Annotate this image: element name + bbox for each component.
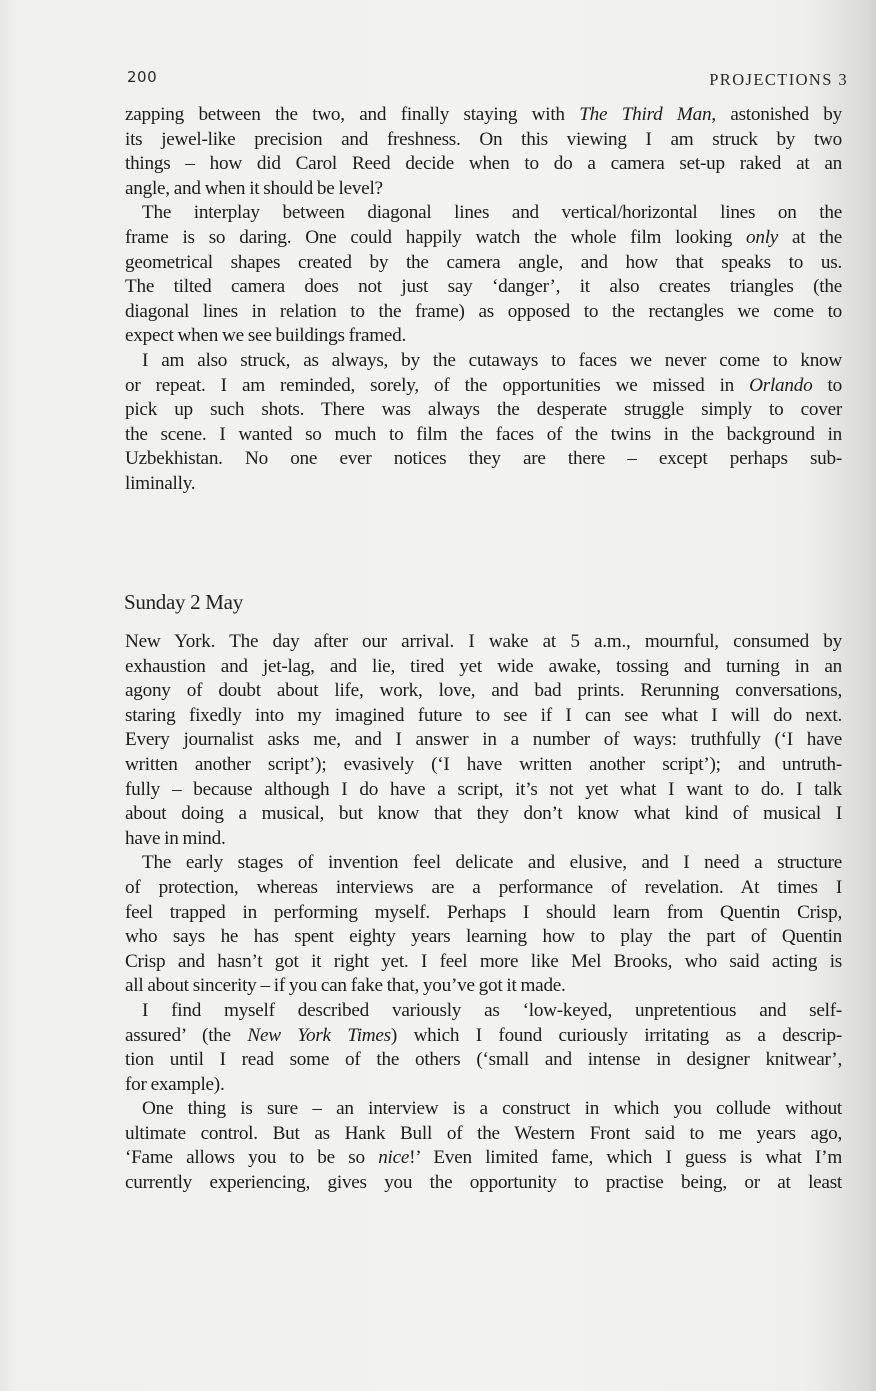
text-line	[125, 447, 842, 472]
text-line	[125, 704, 842, 729]
text-line	[125, 103, 842, 128]
text-line	[125, 728, 842, 753]
text-line	[125, 251, 842, 276]
text-line	[125, 778, 842, 803]
text-line	[125, 802, 842, 827]
text-line	[125, 630, 842, 655]
text-run: liminally.	[125, 472, 196, 494]
text-run: all about sincerity – if you can fake that, you’ve got it made.	[125, 975, 566, 997]
text-run: have in mind.	[125, 827, 226, 849]
text-run: or repeat. I am reminded, sorely, of the opportunities we missed in	[125, 374, 750, 396]
italic-text: The Third Man	[579, 104, 712, 125]
text-run: fully – because although I do have a script, it’s not yet what I want to do. I talk	[125, 778, 842, 800]
italic-text: New York Times	[247, 1024, 391, 1046]
text-run: Uzbekhistan. No one ever notices they are there – except perhaps sub-	[125, 448, 842, 470]
text-line	[125, 128, 842, 153]
text-run: pick up such shots. There was always the desperate struggle simply to cover	[125, 399, 842, 421]
text-run: ) which I found curiously irritating as a descrip-	[390, 1024, 842, 1046]
text-run: the scene. I wanted so much to film the faces of the twins in the background in	[125, 423, 842, 445]
text-line	[125, 1097, 842, 1122]
text-line	[125, 201, 842, 226]
text-line	[125, 901, 842, 926]
text-line	[125, 679, 842, 704]
text-run: , astonished by	[711, 104, 842, 125]
text-line	[125, 655, 842, 680]
text-run: exhaustion and jet-lag, and lie, tired yet wide awake, tossing and turning in an	[125, 655, 842, 677]
text-run: assured’ (the	[125, 1024, 248, 1046]
text-run: The tilted camera does not just say ‘danger’, it also creates triangles (the	[125, 276, 842, 298]
text-line	[125, 950, 842, 975]
text-run: its jewel-like precision and freshness. On this viewing I am struck by two	[125, 128, 842, 150]
running-title: PROJECTIONS 3	[709, 70, 848, 89]
text-line	[125, 226, 842, 251]
text-line	[125, 472, 842, 497]
text-run: I am also struck, as always, by the cutaways to faces we never come to know	[142, 349, 842, 371]
text-line	[125, 324, 842, 349]
text-line	[125, 177, 842, 202]
text-run: who says he has spent eighty years learning how to play the part of Quentin	[125, 926, 842, 948]
italic-text: only	[746, 226, 779, 248]
text-run: !’ Even limited fame, which I guess is what I’m	[409, 1147, 842, 1169]
text-run: agony of doubt about life, work, love, and bad prints. Rerunning conversations,	[125, 680, 842, 702]
text-run: staring fixedly into my imagined future to see if I can see what I will do next.	[125, 704, 842, 726]
text-run: Every journalist asks me, and I answer in a number of ways: truthfully (‘I have	[125, 729, 842, 751]
text-block-2	[125, 630, 842, 1196]
text-run: geometrical shapes created by the camera angle, and how that speaks to us.	[125, 251, 842, 273]
text-run: The interplay between diagonal lines and vertical/horizontal lines on the	[142, 202, 842, 224]
text-run: diagonal lines in relation to the frame) as opposed to the rectangles we come to	[125, 300, 842, 322]
text-line	[125, 1073, 842, 1098]
text-run: things – how did Carol Reed decide when to do a camera set-up raked at an	[125, 153, 842, 175]
text-run: expect when we see buildings framed.	[125, 325, 407, 347]
text-line	[125, 925, 842, 950]
text-run: frame is so daring. One could happily watch the whole film looking	[125, 226, 746, 248]
italic-text: nice	[378, 1147, 410, 1169]
text-line	[125, 423, 842, 448]
text-line	[125, 851, 842, 876]
text-run: ‘Fame allows you to be so	[125, 1147, 379, 1169]
text-line	[125, 1146, 842, 1171]
text-run: zapping between the two, and finally staying with	[125, 104, 580, 125]
text-run: One thing is sure – an interview is a construct in which you collude without	[142, 1098, 842, 1120]
section-heading: Sunday 2 May	[124, 590, 243, 614]
text-run: Crisp and hasn’t got it right yet. I feel more like Mel Brooks, who said acting is	[125, 950, 842, 972]
text-line	[125, 374, 842, 399]
text-line	[125, 1171, 842, 1196]
text-line	[125, 398, 842, 423]
text-run: of protection, whereas interviews are a performance of revelation. At times I	[125, 876, 842, 898]
text-run: New York. The day after our arrival. I wake at 5 a.m., mournful, consumed by	[125, 631, 842, 652]
running-head	[125, 64, 848, 92]
text-line	[125, 827, 842, 852]
text-run: about doing a musical, but know that they don’t know what kind of musical I	[125, 803, 842, 825]
text-run: written another script’); evasively (‘I have written another script’); and untruth-	[125, 753, 842, 775]
italic-text: Orlando	[749, 374, 813, 396]
text-line	[125, 876, 842, 901]
text-run: The early stages of invention feel delicate and elusive, and I need a structure	[142, 852, 842, 874]
text-line	[125, 152, 842, 177]
text-run: at the	[778, 226, 842, 248]
text-run: for example).	[125, 1073, 225, 1095]
text-run: feel trapped in performing myself. Perhaps I should learn from Quentin Crisp,	[125, 901, 842, 923]
text-line	[125, 999, 842, 1024]
text-line	[125, 300, 842, 325]
text-line	[125, 753, 842, 778]
text-line	[125, 974, 842, 999]
text-run: ultimate control. But as Hank Bull of the Western Front said to me years ago,	[125, 1122, 842, 1144]
page-number: 200	[127, 68, 158, 86]
text-block-1	[125, 103, 842, 497]
text-line	[125, 1048, 842, 1073]
text-run: tion until I read some of the others (‘small and intense in designer knitwear’,	[125, 1049, 842, 1071]
text-line	[125, 1122, 842, 1147]
text-run: angle, and when it should be level?	[125, 177, 383, 199]
text-run: I find myself described variously as ‘low-keyed, unpretentious and self-	[142, 999, 842, 1021]
text-line	[125, 275, 842, 300]
text-line	[125, 1024, 842, 1049]
text-run: to	[812, 374, 842, 396]
text-line	[125, 349, 842, 374]
text-run: currently experiencing, gives you the opportunity to practise being, or at least	[125, 1172, 842, 1194]
